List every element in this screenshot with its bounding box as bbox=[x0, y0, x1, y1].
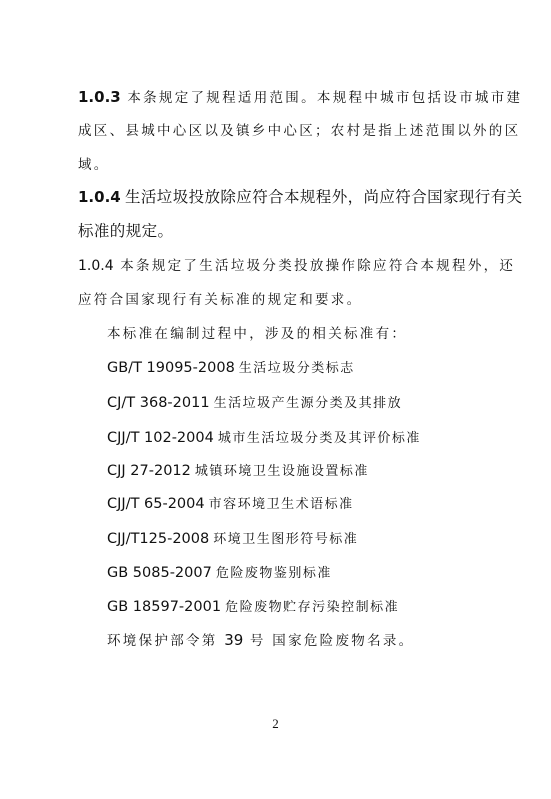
regulation-line bbox=[107, 630, 414, 651]
standard-name: 危险废物鉴别标准 bbox=[215, 566, 332, 581]
standard-item bbox=[107, 393, 402, 414]
standard-item bbox=[107, 358, 355, 379]
section-103-text-1: 本条规定了规程适用范围。本规程中城市包括设市城市建 bbox=[127, 90, 523, 106]
section-104a-number: 1.0.4 bbox=[78, 188, 121, 206]
section-103-line-2: 成区、县城中心区以及镇乡中心区；农村是指上述范围以外的区 bbox=[78, 123, 521, 139]
section-104b-line-1 bbox=[78, 256, 515, 276]
section-103-line-1 bbox=[78, 87, 522, 108]
standard-item bbox=[107, 494, 354, 515]
section-104a-line-1 bbox=[78, 187, 523, 208]
standard-item bbox=[107, 563, 332, 584]
page-number: 2 bbox=[272, 716, 279, 731]
standard-name: 生活垃圾分类标志 bbox=[238, 361, 355, 376]
standard-name: 城市生活垃圾分类及其评价标准 bbox=[217, 431, 421, 446]
standard-code: CJ/T 368-2011 bbox=[107, 395, 210, 411]
standard-name: 环境卫生图形符号标准 bbox=[213, 532, 359, 547]
standard-item bbox=[107, 597, 399, 618]
section-103-line-3: 域。 bbox=[78, 157, 110, 173]
standards-intro: 本标准在编制过程中，涉及的相关标准有： bbox=[107, 326, 408, 342]
standard-code: CJJ/T125-2008 bbox=[107, 531, 210, 547]
section-104b-line-2: 应符合国家现行有关标准的规定和要求。 bbox=[78, 292, 363, 308]
standard-name: 市容环境卫生术语标准 bbox=[208, 497, 354, 512]
section-104a-text-1: 生活垃圾投放除应符合本规程外，尚应符合国家现行有关 bbox=[125, 189, 523, 206]
standard-code: CJJ 27-2012 bbox=[107, 463, 191, 479]
regulation-number: 39 bbox=[224, 631, 244, 649]
section-104b-text-1: 本条规定了生活垃圾分类投放操作除应符合本规程外，还 bbox=[120, 258, 516, 274]
standard-item bbox=[107, 428, 421, 449]
standard-code: GB/T 19095-2008 bbox=[107, 360, 235, 376]
standard-code: CJJ/T 102-2004 bbox=[107, 430, 214, 446]
standard-name: 危险废物贮存污染控制标准 bbox=[225, 600, 400, 615]
standard-item bbox=[107, 461, 369, 482]
standard-code: GB 5085-2007 bbox=[107, 565, 212, 581]
section-104b-number: 1.0.4 bbox=[78, 258, 114, 274]
regulation-prefix: 环境保护部令第 bbox=[107, 633, 218, 649]
standard-name: 生活垃圾产生源分类及其排放 bbox=[213, 396, 403, 411]
regulation-suffix: 号 国家危险废物名录。 bbox=[249, 633, 415, 649]
section-104a-line-2: 标准的规定。 bbox=[78, 223, 174, 240]
standard-item bbox=[107, 529, 358, 550]
standard-code: CJJ/T 65-2004 bbox=[107, 496, 205, 512]
standard-code: GB 18597-2001 bbox=[107, 599, 222, 615]
section-103-number: 1.0.3 bbox=[78, 88, 121, 106]
standard-name: 城镇环境卫生设施设置标准 bbox=[194, 464, 369, 479]
